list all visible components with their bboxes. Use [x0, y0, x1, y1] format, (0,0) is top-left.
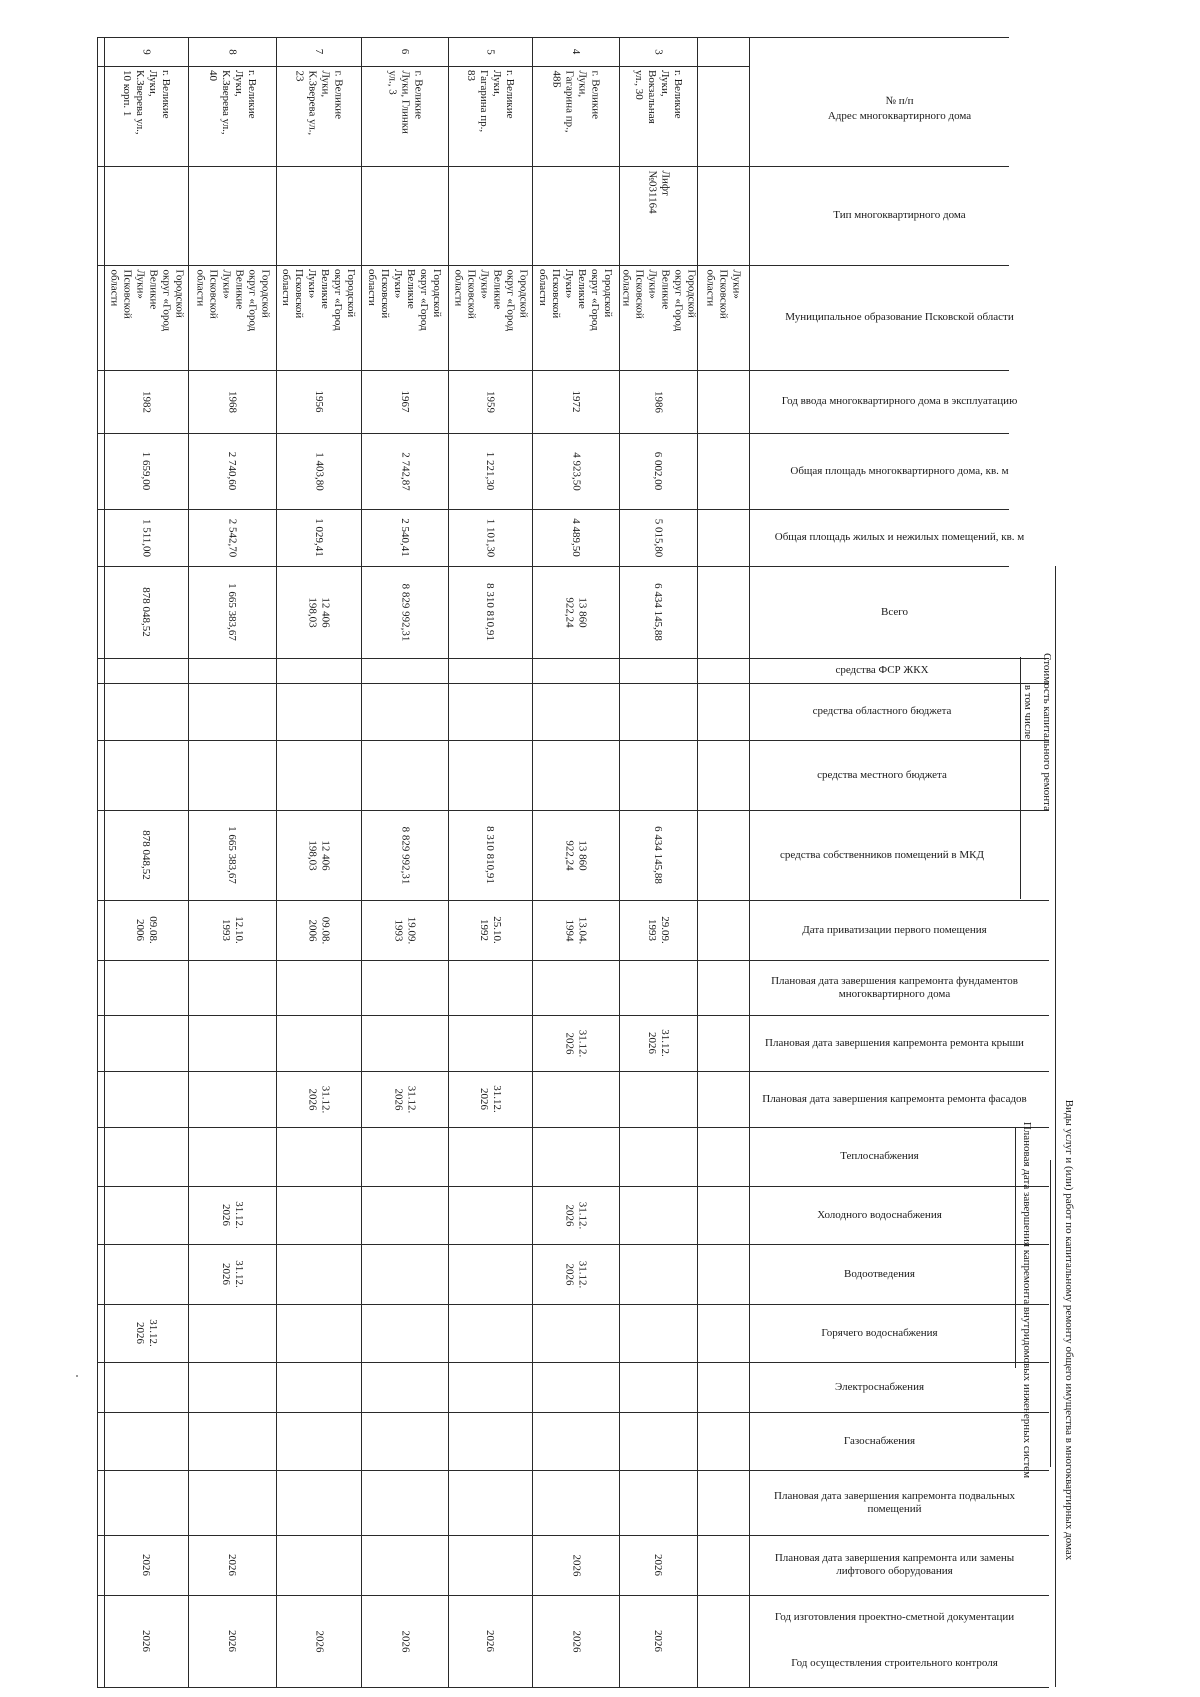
header-heating: Теплоснабжения — [840, 1150, 919, 1162]
cell-privatization: 29.09. 1993 — [646, 916, 671, 944]
group-divider-works-outer — [1050, 1160, 1051, 1467]
header-design-year: Год изготовления проектно-сметной документации — [774, 1611, 1015, 1623]
cell-address: г. Великие Луки, К.Зверева ул., 40 — [207, 70, 258, 135]
cell-privatization: 25.10. 1992 — [478, 916, 503, 944]
cell-privatization: 19.09. 1993 — [392, 916, 418, 944]
group-header-including: в том числе — [1022, 684, 1034, 740]
cell-municipality: Городской округ «Город Великие Луки» Псковской области — [537, 269, 615, 331]
header-type: Тип многоквартирного дома — [833, 209, 966, 221]
header-total-cost: Всего — [881, 605, 908, 618]
cell-control-year: 2026 — [652, 1630, 665, 1652]
cell-municipality: Городской округ «Город Великие Луки» Псковской области — [366, 269, 444, 331]
row-separator — [361, 37, 362, 1687]
header-gas: Газоснабжения — [843, 1434, 916, 1447]
cell-facade: 31.12. 2026 — [306, 1085, 332, 1113]
cell-control-year: 2026 — [226, 1630, 239, 1652]
cell-living-area: 1 101,30 — [484, 518, 497, 557]
cell-design-year: 2026 — [570, 1554, 582, 1576]
header-control-year: Год осуществления строительного контроля — [791, 1657, 998, 1669]
cell-design-year: 2026 — [226, 1554, 239, 1576]
cell-facade: 31.12. 2026 — [392, 1085, 418, 1113]
header-drainage: Водоотведения — [844, 1267, 915, 1280]
cell-hot-water: 31.12. 2026 — [134, 1319, 159, 1347]
cell-privatization: 09.08. 2006 — [306, 916, 332, 944]
header-cold-water: Холодного водоснабжения — [817, 1208, 942, 1221]
cell-total-cost: 13 860 922,24 — [563, 596, 589, 628]
cell-total-area: 2 742,87 — [399, 451, 411, 491]
cell-address: г. Великие Луки, Глинки ул., 3 — [386, 70, 424, 134]
row-separator — [104, 37, 105, 1687]
column-separator — [97, 1687, 1049, 1688]
cell-owner-funds: 6 434 145,88 — [652, 826, 665, 884]
header-local-funds: средства местного бюджета — [817, 768, 947, 781]
header-living-area: Общая площадь жилых и нежилых помещений, кв. м — [774, 531, 1025, 543]
header-basement: Плановая дата завершения капремонта подвальных помещений — [774, 1489, 1015, 1515]
cell-privatization: 13.04. 1994 — [563, 916, 589, 944]
cell-total-area: 6 002,00 — [652, 451, 665, 491]
cell-privatization: 12.10. 1993 — [220, 916, 245, 944]
row-number: 5 — [484, 48, 497, 55]
header-hot-water: Горячего водоснабжения — [821, 1326, 938, 1339]
cell-year: 1967 — [399, 390, 411, 413]
cell-living-area: 2 540,41 — [399, 518, 411, 557]
cell-address: г. Великие Луки, Гагарина пр., 48Б — [550, 70, 602, 133]
header-facade: Плановая дата завершения капремонта ремонта фасадов — [762, 1092, 1027, 1105]
row-number: 3 — [652, 48, 665, 55]
cell-year: 1972 — [570, 390, 582, 413]
partial-row-municipality: Луки» Псковской области — [704, 269, 743, 319]
cell-municipality: Городской округ «Город Великие Луки» Псковской области — [194, 269, 271, 331]
cell-living-area: 2 542,70 — [226, 518, 239, 557]
group-divider-outer — [1055, 566, 1056, 1687]
num-separator — [97, 66, 749, 67]
cell-municipality: Городской округ «Город Великие Луки» Псковской области — [620, 269, 697, 331]
header-fsr-funds: средства ФСР ЖКХ — [835, 664, 929, 676]
row-separator — [532, 37, 533, 1687]
cell-control-year: 2026 — [313, 1630, 325, 1652]
cell-privatization: 09.08. 2006 — [134, 916, 159, 944]
cell-design-year: 2026 — [652, 1554, 665, 1576]
cell-address: г. Великие Луки, Гагарина пр., 83 — [465, 70, 516, 133]
header-privatization: Дата приватизации первого помещения — [802, 923, 987, 936]
group-header-cost: Стоимость капитального ремонта — [1041, 653, 1053, 811]
cell-total-cost: 8 829 992,31 — [399, 583, 411, 641]
cell-year: 1968 — [226, 390, 239, 413]
cell-municipality: Городской округ «Город Великие Луки» Псковской области — [280, 269, 358, 331]
table-border-left — [97, 37, 98, 1687]
row-separator — [276, 37, 277, 1687]
scan-speck — [76, 1375, 78, 1377]
cell-type: Лифт №031164 — [646, 170, 671, 214]
cell-year: 1956 — [313, 390, 325, 413]
cell-living-area: 4 489,50 — [570, 518, 582, 557]
cell-living-area: 5 015,80 — [652, 518, 665, 557]
cell-year: 1959 — [484, 390, 497, 413]
group-header-engineering: Плановая дата завершения капремонта внутридомовых инженерных систем — [1021, 1121, 1033, 1479]
header-foundation: Плановая дата завершения капремонта фундаментов многоквартирного дома — [771, 974, 1018, 1000]
cell-drainage: 31.12. 2026 — [563, 1260, 589, 1288]
row-number: 6 — [399, 48, 411, 55]
cell-owner-funds: 8 829 992,31 — [399, 826, 411, 884]
cell-owner-funds: 878 048,52 — [140, 830, 153, 880]
header-elevator: Плановая дата завершения капремонта или замены лифтового оборудования — [774, 1552, 1015, 1577]
cell-total-cost: 1 665 383,67 — [226, 583, 239, 641]
cell-municipality: Городской округ «Город Великие Луки» Псковской области — [452, 269, 529, 331]
cell-address: г. Великие Луки, Вокзальная ул., 30 — [633, 70, 684, 124]
cell-roof: 31.12. 2026 — [563, 1029, 589, 1057]
cell-address: г. Великие Луки, К.Зверева ул., 10 корп. 1 — [121, 70, 172, 135]
cell-year: 1986 — [652, 390, 665, 413]
cell-total-area: 1 403,80 — [313, 451, 325, 491]
cell-year: 1982 — [140, 390, 153, 413]
cell-cold-water: 31.12. 2026 — [563, 1201, 589, 1229]
header-regional-funds: средства областного бюджета — [812, 705, 952, 717]
cell-municipality: Городской округ «Город Великие Луки» Псковской области — [108, 269, 185, 331]
cell-cold-water: 31.12. 2026 — [220, 1201, 245, 1229]
cell-design-year: 2026 — [140, 1554, 153, 1576]
cell-total-area: 1 659,00 — [140, 451, 153, 491]
cell-facade: 31.12. 2026 — [478, 1085, 503, 1113]
cell-control-year: 2026 — [399, 1630, 411, 1652]
cell-total-area: 4 923,50 — [570, 451, 582, 491]
header-municipality: Муниципальное образование Псковской области — [785, 311, 1014, 323]
cell-owner-funds: 12 406 198,03 — [306, 839, 332, 871]
cell-owner-funds: 8 310 810,91 — [484, 826, 497, 884]
cell-owner-funds: 1 665 383,67 — [226, 826, 239, 884]
cell-living-area: 1 029,41 — [313, 518, 325, 557]
cell-drainage: 31.12. 2026 — [220, 1260, 245, 1288]
cell-total-area: 1 221,30 — [484, 451, 497, 491]
cell-roof: 31.12. 2026 — [646, 1029, 671, 1057]
cell-owner-funds: 13 860 922,24 — [563, 839, 589, 871]
cell-total-cost: 12 406 198,03 — [306, 596, 332, 628]
row-separator — [448, 37, 449, 1687]
cell-control-year: 2026 — [140, 1630, 153, 1652]
row-number: 9 — [140, 48, 153, 55]
header-electricity: Электроснабжения — [834, 1380, 925, 1393]
cell-control-year: 2026 — [484, 1630, 497, 1652]
header-roof: Плановая дата завершения капремонта ремонта крыши — [765, 1036, 1024, 1049]
cell-total-area: 2 740,60 — [226, 451, 239, 491]
cell-total-cost: 8 310 810,91 — [484, 583, 497, 641]
header-divider-line — [749, 37, 750, 1687]
header-address: Адрес многоквартирного дома — [827, 109, 972, 122]
row-number: 7 — [313, 48, 325, 55]
row-number: 4 — [570, 48, 582, 55]
cell-living-area: 1 511,00 — [140, 518, 153, 557]
cell-total-cost: 6 434 145,88 — [652, 583, 665, 641]
header-total-area: Общая площадь многоквартирного дома, кв. м — [790, 464, 1009, 477]
cell-total-cost: 878 048,52 — [140, 587, 153, 637]
row-number: 8 — [226, 48, 239, 55]
header-owner-funds: средства собственников помещений в МКД — [779, 848, 984, 861]
cell-address: г. Великие Луки, К.Зверева ул., 23 — [293, 70, 345, 135]
group-header-works: Виды услуг и (или) работ по капитальному ремонту общего имущества в многоквартирных домах — [1063, 1099, 1075, 1561]
header-year: Год ввода многоквартирного дома в эксплуатацию — [781, 395, 1018, 407]
row-separator — [188, 37, 189, 1687]
header-num: № п/п — [885, 95, 914, 107]
group-divider-engineering — [1015, 1128, 1016, 1368]
cell-control-year: 2026 — [570, 1630, 582, 1652]
